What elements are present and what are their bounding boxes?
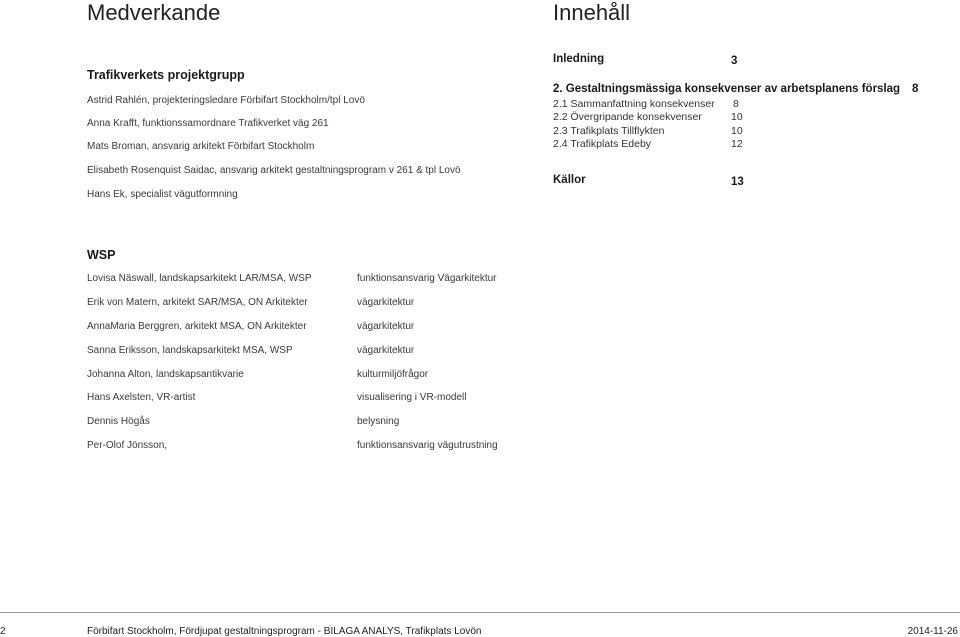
toc-entry-inledning: Inledning: [553, 53, 605, 65]
page-heading-medverkande: Medverkande: [87, 0, 221, 25]
toc-sub-page: 12: [731, 138, 743, 150]
footer-rule: [0, 612, 960, 613]
wsp-member-name: Hans Axelsten, VR-artist: [87, 392, 196, 403]
toc-page-kallor: 13: [731, 176, 744, 188]
wsp-member-role: kulturmiljöfrågor: [357, 369, 429, 380]
wsp-member-name: Johanna Alton, landskapsantikvarie: [87, 369, 244, 380]
footer-document-title: Förbifart Stockholm, Fördjupat gestaltningsprogram - BILAGA ANALYS, Trafikplats Lovön: [87, 626, 482, 637]
section-title-trafikverket: Trafikverkets projektgrupp: [87, 68, 245, 82]
toc-sub-entry: 2.2 Övergripande konsekvenser: [553, 111, 702, 123]
toc-sub-entry: 2.4 Trafikplats Edeby: [553, 138, 652, 150]
toc-sub-page: 10: [731, 111, 743, 123]
wsp-member-role: vägarkitektur: [357, 321, 415, 332]
toc-sub-page: 8: [733, 98, 739, 110]
wsp-member-name: Erik von Matern, arkitekt SAR/MSA, ON Arkitekter: [87, 297, 308, 308]
wsp-member-name: Per-Olof Jönsson,: [87, 440, 168, 451]
footer-date: 2014-11-26: [907, 626, 958, 637]
wsp-member-name: AnnaMaria Berggren, arkitekt MSA, ON Arkitekter: [87, 321, 307, 332]
wsp-member-name: Dennis Högås: [87, 416, 150, 427]
wsp-member-role: funktionsansvarig Vägarkitektur: [357, 273, 497, 284]
wsp-member-role: visualisering i VR-modell: [357, 392, 467, 403]
member-line: Anna Krafft, funktionssamordnare Trafikverket väg 261: [87, 118, 329, 129]
toc-page-chapter-2: 8: [912, 83, 919, 95]
toc-entry-chapter-2: 2. Gestaltningsmässiga konsekvenser av arbetsplanens förslag: [553, 83, 901, 95]
section-title-wsp: WSP: [87, 248, 116, 262]
toc-sub-entry: 2.3 Trafikplats Tillflykten: [553, 125, 665, 137]
wsp-member-name: Lovisa Näswall, landskapsarkitekt LAR/MSA, WSP: [87, 273, 312, 284]
page-heading-innehall: Innehåll: [553, 0, 631, 25]
toc-sub-entry: 2.1 Sammanfattning konsekvenser: [553, 98, 715, 110]
member-line: Hans Ek, specialist vägutformning: [87, 189, 238, 200]
toc-page-inledning: 3: [731, 55, 738, 67]
member-line: Elisabeth Rosenquist Saidac, ansvarig arkitekt gestaltningsprogram v 261 & tpl Lovö: [87, 165, 461, 176]
wsp-member-name: Sanna Eriksson, landskapsarkitekt MSA, WSP: [87, 345, 293, 356]
wsp-member-role: funktionsansvarig vägutrustning: [357, 440, 498, 451]
member-line: Mats Broman, ansvarig arkitekt Förbifart Stockholm: [87, 141, 315, 152]
footer-page-number: 2: [0, 626, 6, 637]
toc-sub-page: 10: [731, 125, 743, 137]
wsp-member-role: belysning: [357, 416, 400, 427]
wsp-member-role: vägarkitektur: [357, 345, 415, 356]
member-line: Astrid Rahlén, projekteringsledare Förbifart Stockholm/tpl Lovö: [87, 95, 365, 106]
wsp-member-role: vägarkitektur: [357, 297, 415, 308]
toc-entry-kallor: Källor: [553, 174, 586, 186]
